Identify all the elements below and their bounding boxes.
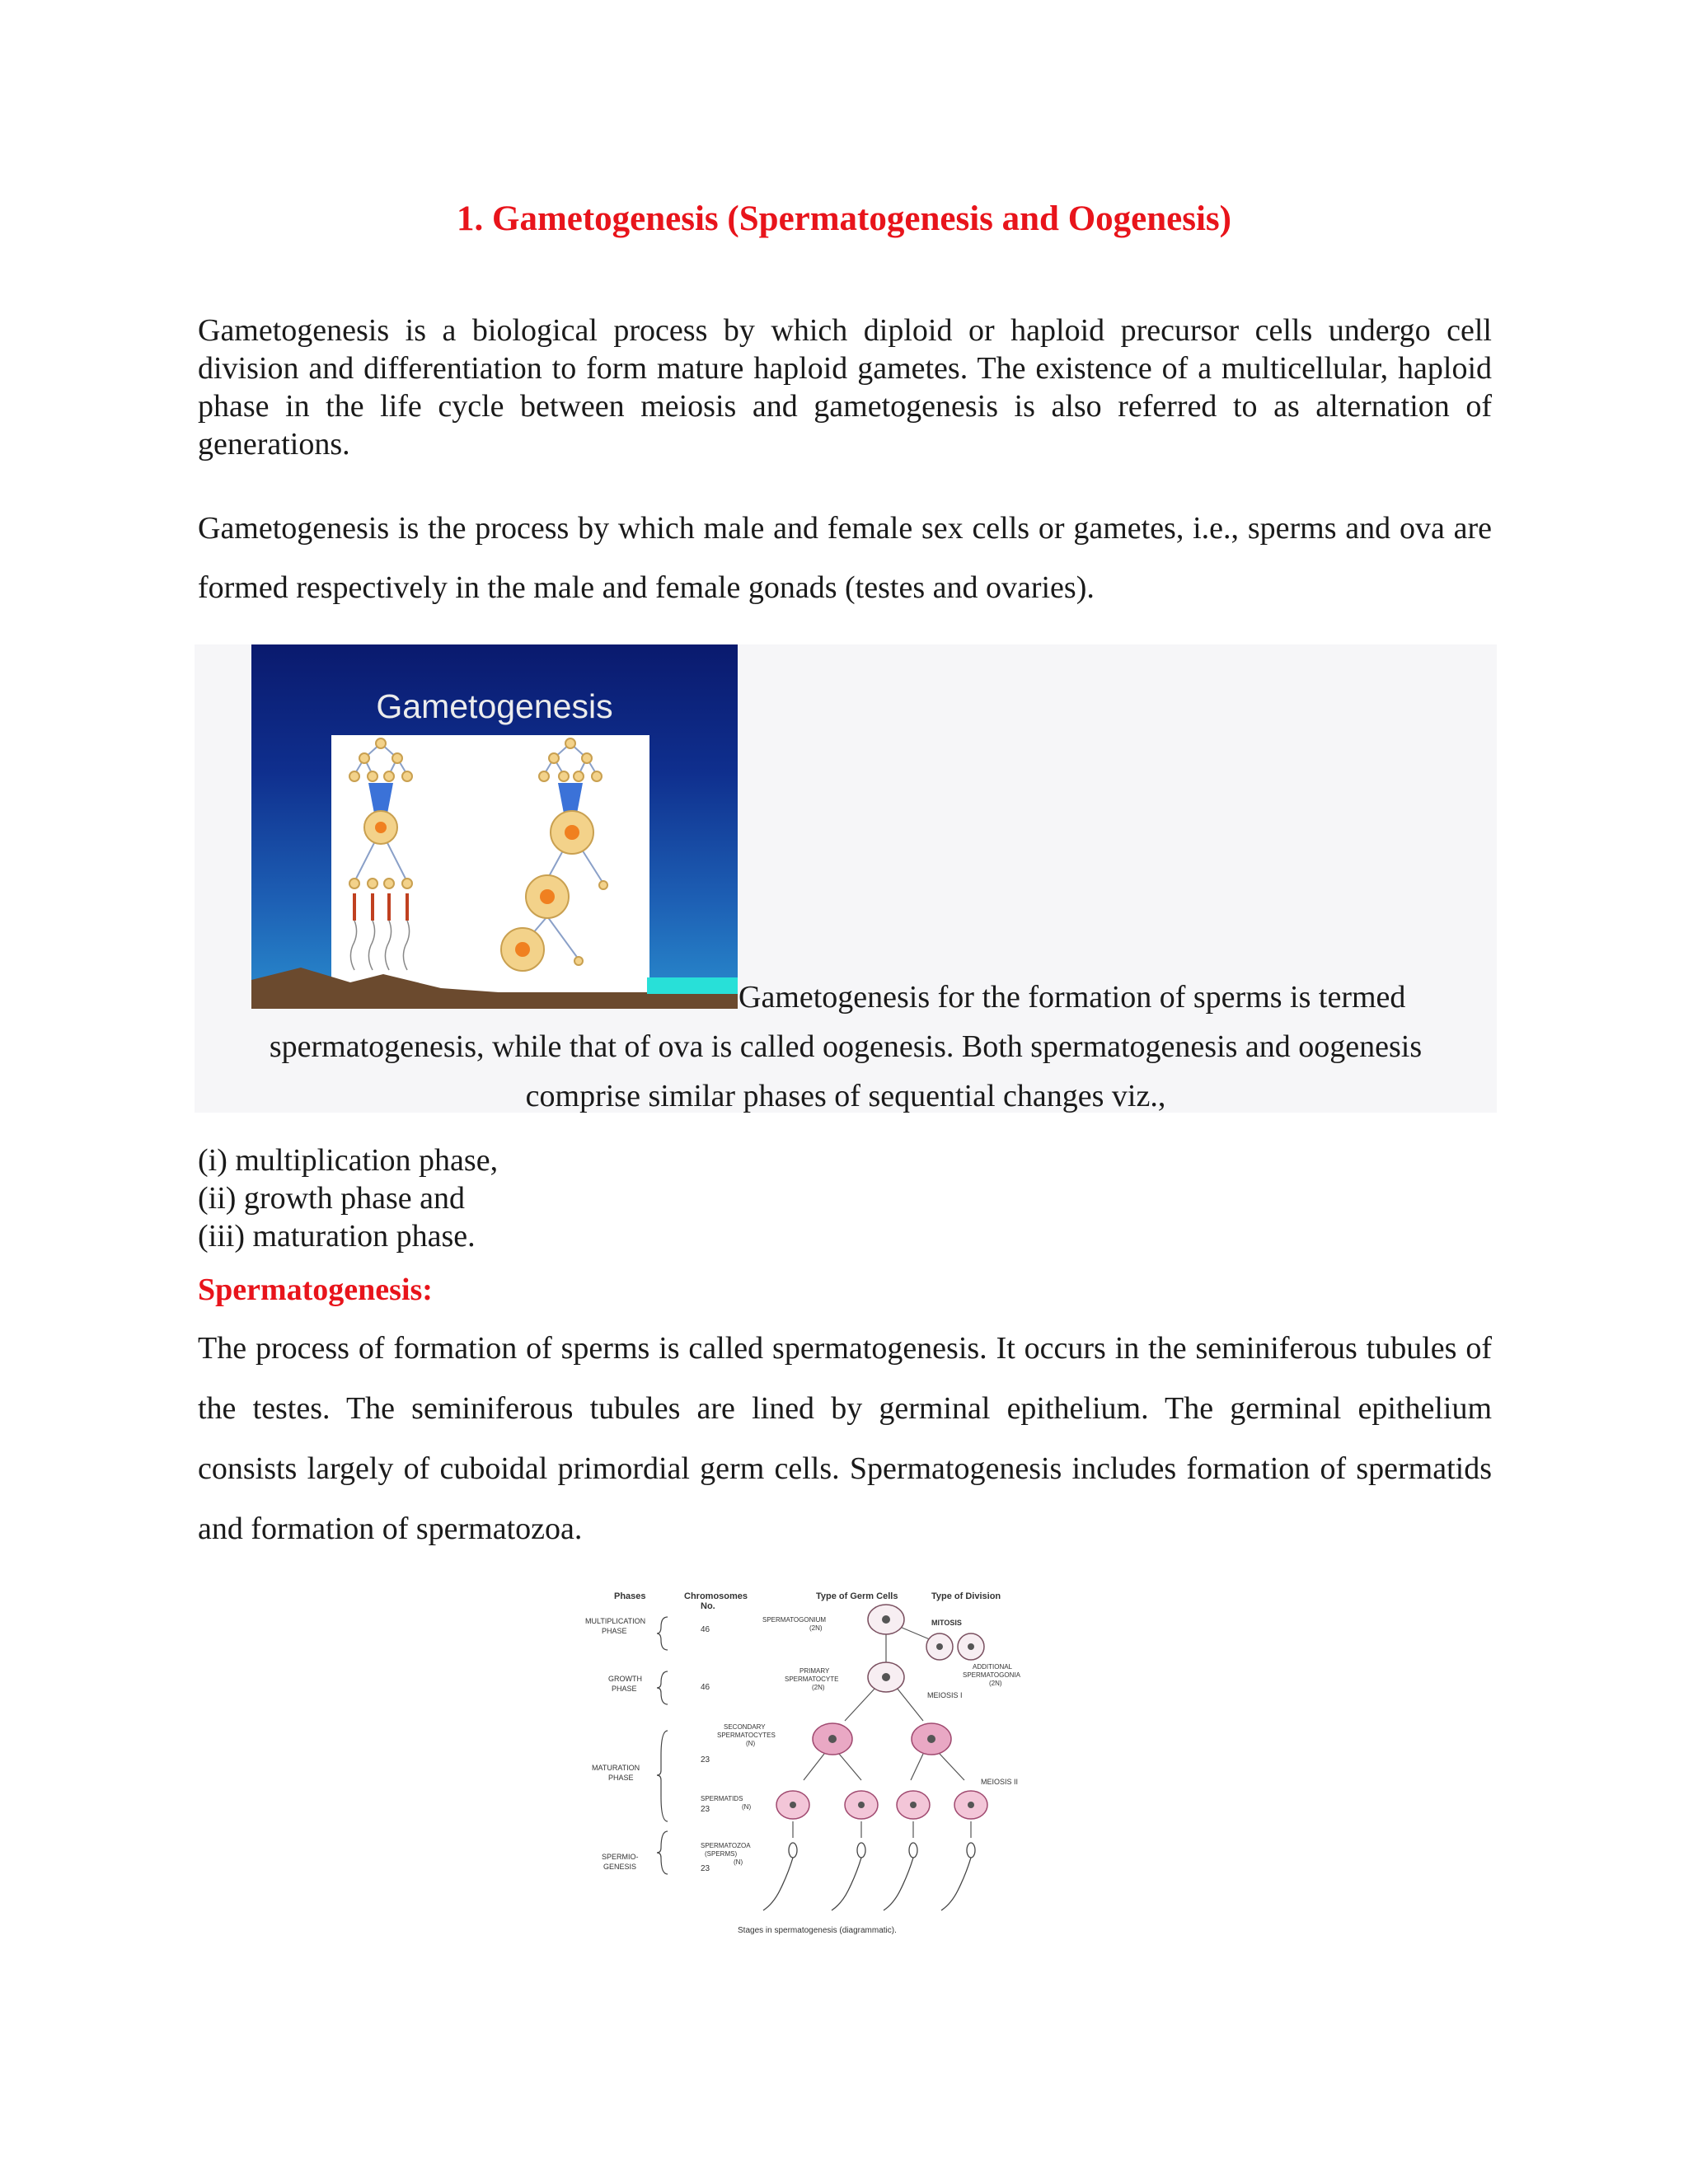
chromosome-number: 46 <box>701 1625 710 1634</box>
phase-label: SPERMIO- <box>602 1853 639 1861</box>
spermatogenesis-heading: Spermatogenesis: <box>198 1272 433 1307</box>
caption-line-3: comprise similar phases of sequential changes viz., <box>525 1079 1166 1113</box>
cell-label: (2N) <box>809 1624 823 1632</box>
phase-item: (i) multiplication phase, <box>198 1143 499 1178</box>
gametogenesis-cells-illustration <box>331 735 649 992</box>
cell-label: (2N) <box>812 1684 825 1691</box>
cell-label: ADDITIONAL <box>973 1663 1013 1671</box>
sperm-head <box>857 1843 865 1858</box>
phase-label: GROWTH <box>608 1675 642 1683</box>
slide-title: Gametogenesis <box>376 687 613 725</box>
phase-label: MATURATION <box>592 1764 640 1772</box>
cell-label: (N) <box>734 1858 743 1866</box>
cell-label: SECONDARY <box>724 1723 766 1731</box>
division-label: MEIOSIS I <box>927 1691 963 1699</box>
sperm-head <box>909 1843 917 1858</box>
cell-label: (2N) <box>989 1680 1002 1687</box>
division-label: MITOSIS <box>931 1619 962 1627</box>
spermatogenesis-diagram <box>577 1582 1088 1945</box>
phase-item: (ii) growth phase and <box>198 1181 465 1216</box>
sperm-head <box>789 1843 797 1858</box>
division-label: MEIOSIS II <box>981 1778 1019 1786</box>
cell-label: (N) <box>746 1740 756 1747</box>
cell-label: SPERMATOCYTE <box>785 1675 839 1683</box>
phase-label: PHASE <box>602 1627 627 1635</box>
header-division: Type of Division <box>931 1591 1001 1601</box>
spermatogenesis-paragraph: The process of formation of sperms is called spermatogenesis. It occurs in the seminiferous tubules of the testes. The seminiferous tubules are lined by germinal epithelium. The germinal epithelium consists largely of cuboidal primordial germ cells. Spermatogenesis includes formation of spermatids and formation of spermatozoa. <box>198 1331 1492 1546</box>
page-title: 1. Gametogenesis (Spermatogenesis and Oogenesis) <box>457 199 1231 238</box>
figure-caption <box>195 972 1497 1121</box>
chromosome-number: 23 <box>701 1755 710 1765</box>
gametogenesis-slide-image <box>251 644 738 1009</box>
cell-label: SPERMATOGONIA <box>963 1671 1020 1679</box>
cell-label: (N) <box>742 1803 752 1811</box>
cell-label: SPERMATIDS <box>701 1795 743 1802</box>
sperm-head <box>967 1843 975 1858</box>
phase-item: (iii) maturation phase. <box>198 1219 476 1254</box>
header-chromosomes: Chromosomes <box>684 1591 748 1601</box>
slide-diagram-panel <box>331 735 649 992</box>
cell-label: SPERMATOGONIUM <box>762 1616 827 1624</box>
cell-label: (SPERMS) <box>705 1850 738 1858</box>
definition-paragraph: Gametogenesis is the process by which male and female sex cells or gametes, i.e., sperms and ova are formed respectively in the male and female gonads (testes and ovaries). <box>198 511 1492 605</box>
header-no: No. <box>701 1601 715 1611</box>
caption-line-2: spermatogenesis, while that of ova is called oogenesis. Both spermatogenesis and oogenesis <box>269 1029 1423 1064</box>
intro-paragraph: Gametogenesis is a biological process by which diploid or haploid precursor cells undergo cell division and differentiation to form mature haploid gametes. The existence of a multicellular, haploid phase in the life cycle between meiosis and gametogenesis is also referred to as alternation of generations. <box>198 313 1492 462</box>
spermatogenesis-diagram-svg <box>577 1582 1088 1945</box>
cell-label: SPERMATOCYTES <box>717 1732 776 1739</box>
phase-label: MULTIPLICATION <box>585 1617 646 1625</box>
phase-label: PHASE <box>608 1774 634 1782</box>
phases-list <box>198 1141 498 1255</box>
caption-line-1: Gametogenesis for the formation of sperms is termed <box>738 980 1406 1015</box>
cell-label: SPERMATOZOA <box>701 1842 751 1849</box>
phase-label: PHASE <box>612 1685 637 1693</box>
header-phases: Phases <box>614 1591 646 1601</box>
cell-label: PRIMARY <box>799 1667 830 1675</box>
diagram-caption: Stages in spermatogenesis (diagrammatic). <box>738 1926 897 1935</box>
header-germ-cells: Type of Germ Cells <box>816 1591 898 1601</box>
chromosome-number: 46 <box>701 1683 710 1692</box>
chromosome-number: 23 <box>701 1864 710 1873</box>
chromosome-number: 23 <box>701 1805 710 1814</box>
phase-label: GENESIS <box>603 1863 637 1871</box>
